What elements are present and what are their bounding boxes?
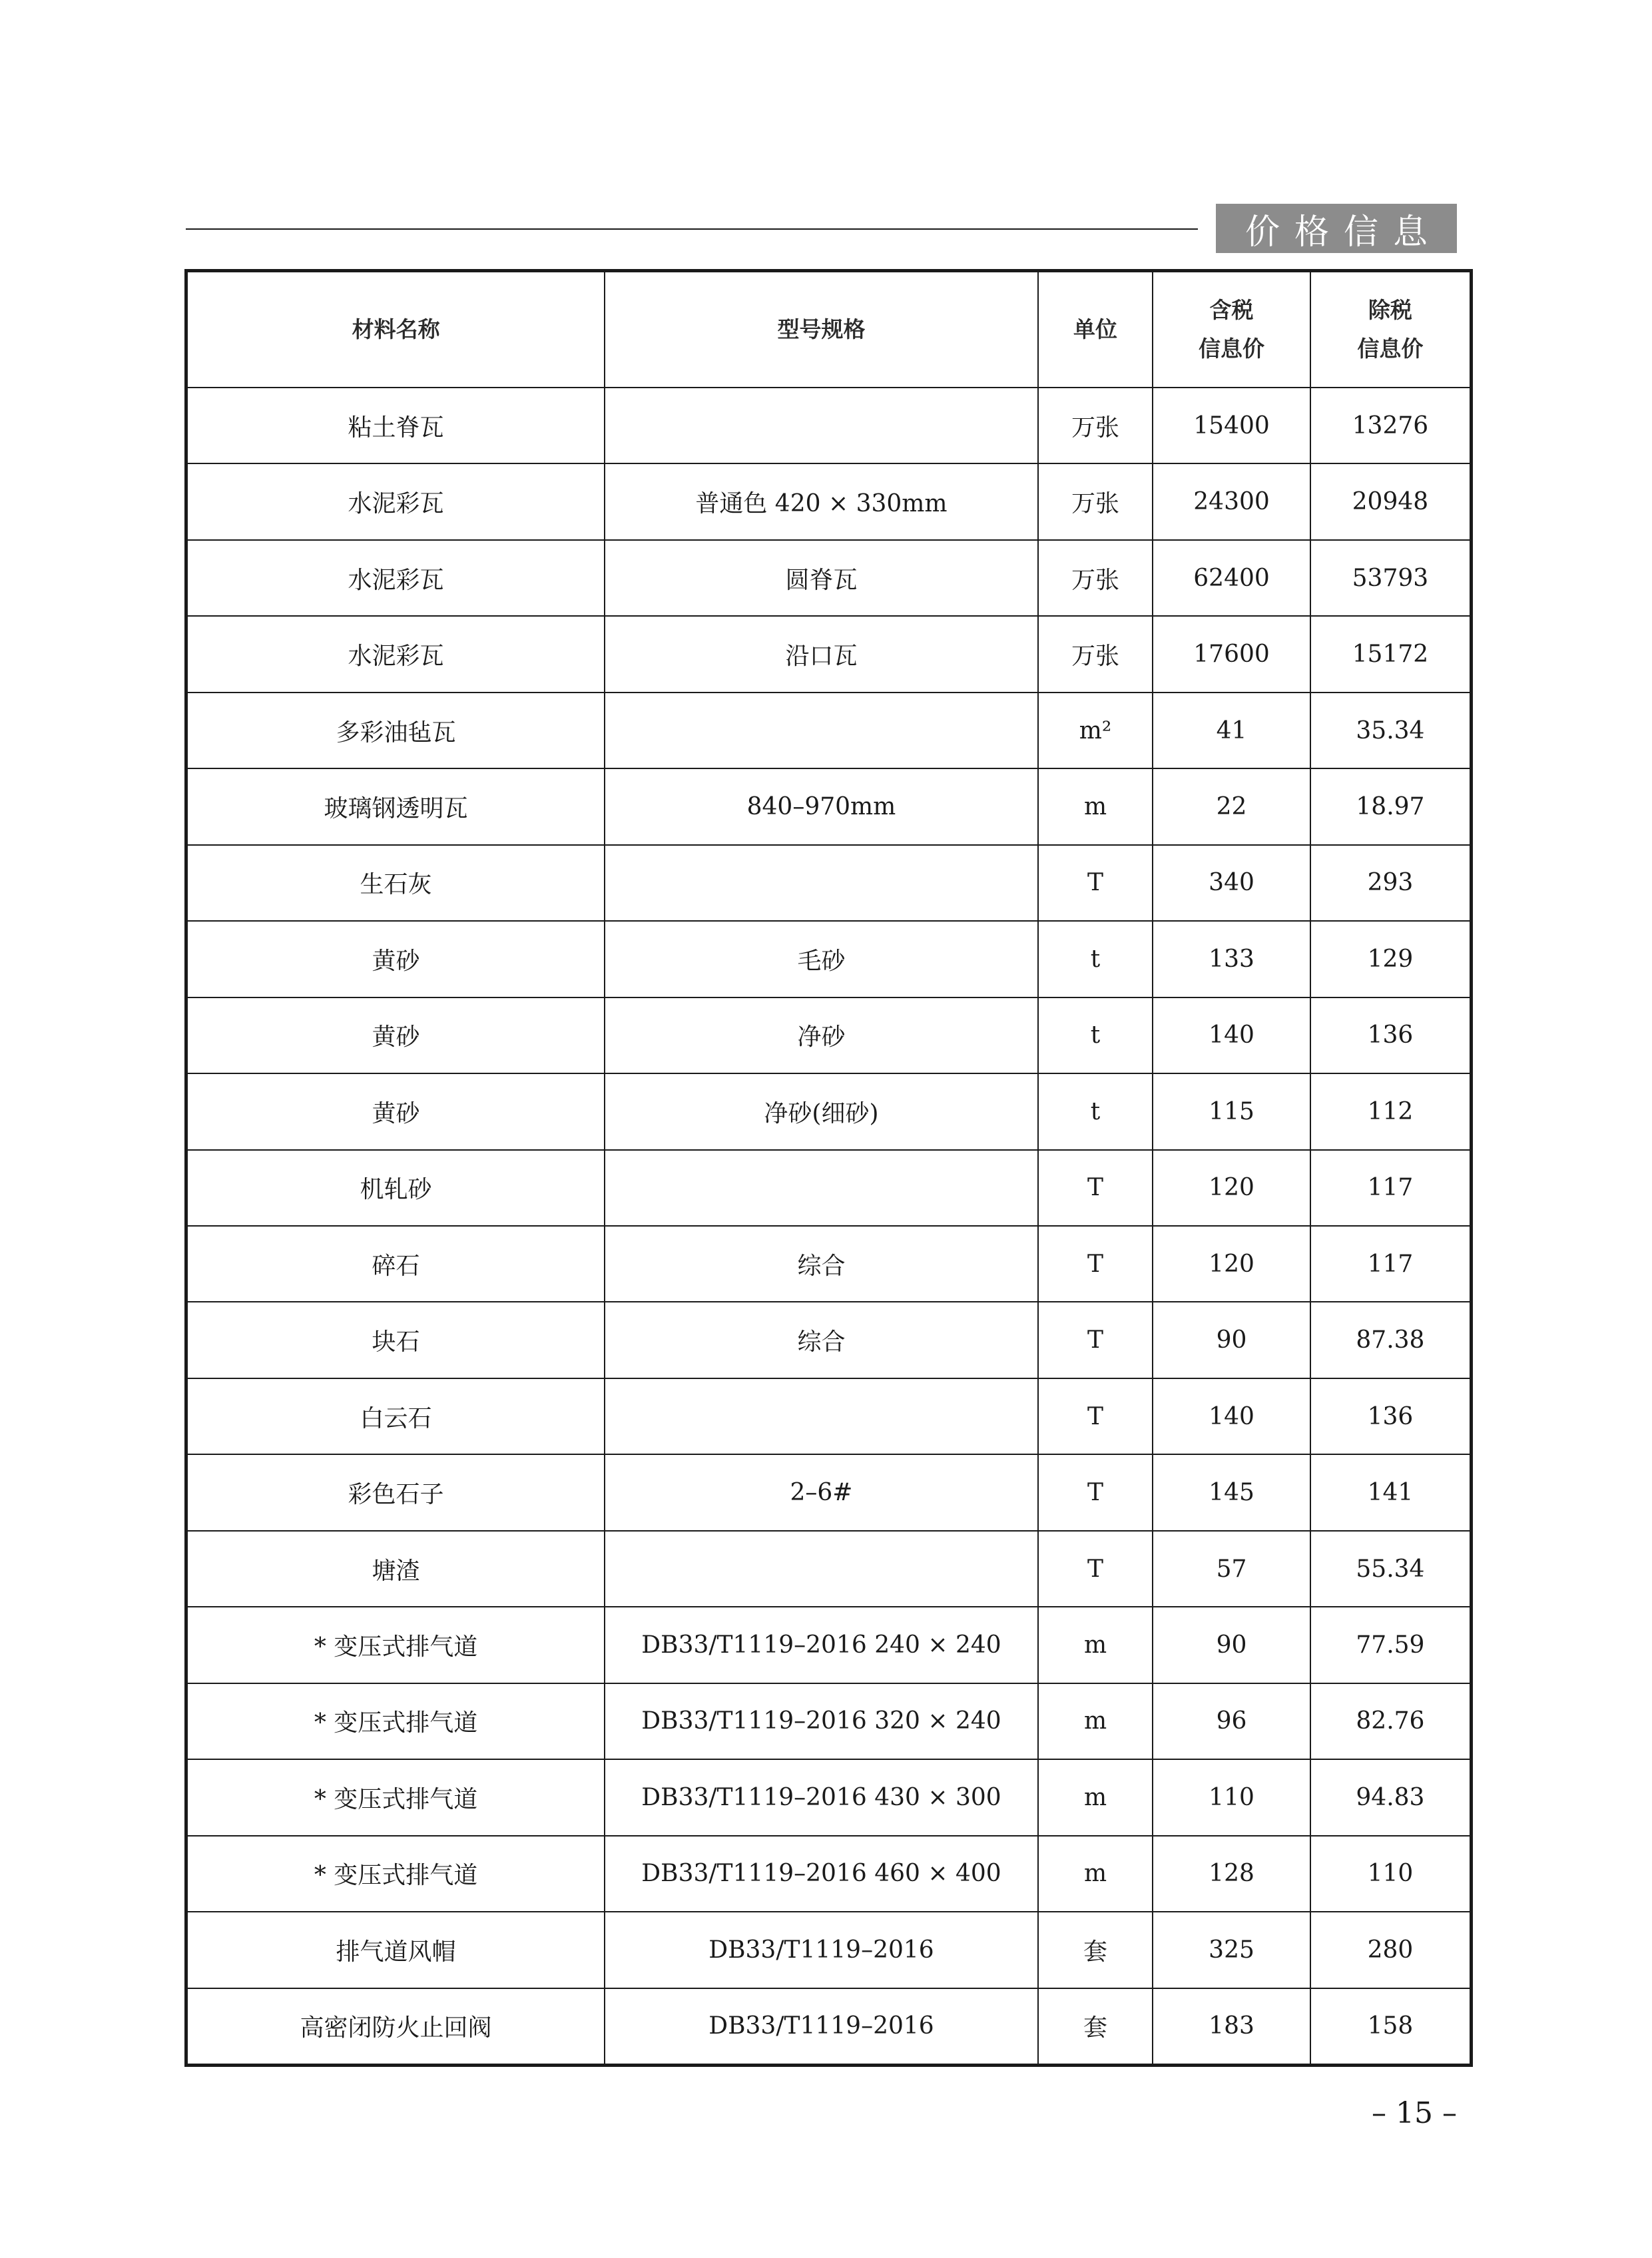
table-row	[186, 1226, 1472, 1302]
cell-spec: 净砂	[605, 997, 1038, 1073]
cell-spec: DB33/T1119–2016	[605, 1988, 1038, 2066]
header-tax-price-line2: 信息价	[1199, 336, 1265, 362]
table-row	[186, 1912, 1472, 1988]
cell-material-name: 黄砂	[186, 997, 605, 1073]
cell-unit: m	[1038, 1759, 1153, 1835]
header-notax-price-line1: 除税	[1368, 297, 1412, 323]
cell-unit: t	[1038, 1073, 1153, 1149]
cell-unit: m²	[1038, 693, 1153, 768]
cell-unit: m	[1038, 1607, 1153, 1683]
table-row	[186, 921, 1472, 997]
header-tax-price-line1: 含税	[1209, 297, 1254, 323]
cell-spec	[605, 388, 1038, 463]
header-spec: 型号规格	[605, 271, 1038, 388]
cell-notax-price: 117	[1310, 1226, 1472, 1302]
cell-tax-price: 133	[1153, 921, 1310, 997]
cell-notax-price: 77.59	[1310, 1607, 1472, 1683]
cell-material-name: 黄砂	[186, 921, 605, 997]
header-material-name: 材料名称	[186, 271, 605, 388]
table-row	[186, 616, 1472, 692]
cell-unit: T	[1038, 1454, 1153, 1530]
cell-notax-price: 117	[1310, 1150, 1472, 1226]
table-row	[186, 463, 1472, 539]
table-row	[186, 768, 1472, 844]
cell-notax-price: 15172	[1310, 616, 1472, 692]
cell-spec: 综合	[605, 1226, 1038, 1302]
cell-material-name: 排气道风帽	[186, 1912, 605, 1988]
cell-spec	[605, 1150, 1038, 1226]
cell-material-name: 机轧砂	[186, 1150, 605, 1226]
cell-tax-price: 110	[1153, 1759, 1310, 1835]
table-row	[186, 1073, 1472, 1149]
cell-tax-price: 115	[1153, 1073, 1310, 1149]
cell-tax-price: 325	[1153, 1912, 1310, 1988]
cell-spec: 圆脊瓦	[605, 540, 1038, 616]
cell-material-name: 彩色石子	[186, 1454, 605, 1530]
header-notax-price	[1310, 271, 1472, 388]
cell-tax-price: 90	[1153, 1607, 1310, 1683]
cell-notax-price: 18.97	[1310, 768, 1472, 844]
table-row	[186, 1454, 1472, 1530]
cell-spec: 840–970mm	[605, 768, 1038, 844]
table-row	[186, 540, 1472, 616]
cell-spec: DB33/T1119–2016 240 × 240	[605, 1607, 1038, 1683]
cell-unit: 万张	[1038, 388, 1153, 463]
cell-tax-price: 340	[1153, 845, 1310, 921]
table-row	[186, 997, 1472, 1073]
cell-material-name: * 变压式排气道	[186, 1836, 605, 1912]
cell-material-name: 水泥彩瓦	[186, 616, 605, 692]
table-row	[186, 1150, 1472, 1226]
cell-spec: DB33/T1119–2016	[605, 1912, 1038, 1988]
header-unit: 单位	[1038, 271, 1153, 388]
table-row	[186, 845, 1472, 921]
table-row	[186, 1759, 1472, 1835]
cell-spec	[605, 1378, 1038, 1454]
cell-tax-price: 41	[1153, 693, 1310, 768]
table-body	[186, 388, 1472, 2066]
cell-spec: 普通色 420 × 330mm	[605, 463, 1038, 539]
cell-unit: T	[1038, 1150, 1153, 1226]
cell-unit: T	[1038, 1302, 1153, 1378]
cell-notax-price: 136	[1310, 997, 1472, 1073]
cell-material-name: 白云石	[186, 1378, 605, 1454]
header-rule	[186, 228, 1198, 230]
cell-material-name: 高密闭防火止回阀	[186, 1988, 605, 2066]
cell-notax-price: 112	[1310, 1073, 1472, 1149]
cell-notax-price: 158	[1310, 1988, 1472, 2066]
cell-notax-price: 20948	[1310, 463, 1472, 539]
cell-notax-price: 35.34	[1310, 693, 1472, 768]
table-row	[186, 388, 1472, 463]
cell-spec	[605, 693, 1038, 768]
cell-material-name: 水泥彩瓦	[186, 463, 605, 539]
cell-tax-price: 128	[1153, 1836, 1310, 1912]
cell-notax-price: 141	[1310, 1454, 1472, 1530]
cell-unit: 万张	[1038, 616, 1153, 692]
cell-unit: 套	[1038, 1988, 1153, 2066]
cell-tax-price: 96	[1153, 1683, 1310, 1759]
cell-unit: T	[1038, 1378, 1153, 1454]
cell-material-name: 黄砂	[186, 1073, 605, 1149]
cell-material-name: 水泥彩瓦	[186, 540, 605, 616]
cell-tax-price: 22	[1153, 768, 1310, 844]
cell-notax-price: 136	[1310, 1378, 1472, 1454]
cell-material-name: 块石	[186, 1302, 605, 1378]
cell-tax-price: 62400	[1153, 540, 1310, 616]
cell-unit: t	[1038, 997, 1153, 1073]
cell-unit: T	[1038, 1531, 1153, 1607]
cell-notax-price: 94.83	[1310, 1759, 1472, 1835]
table-row	[186, 1988, 1472, 2066]
cell-tax-price: 120	[1153, 1150, 1310, 1226]
cell-notax-price: 13276	[1310, 388, 1472, 463]
cell-unit: m	[1038, 768, 1153, 844]
cell-spec: DB33/T1119–2016 460 × 400	[605, 1836, 1038, 1912]
cell-tax-price: 15400	[1153, 388, 1310, 463]
cell-material-name: 粘土脊瓦	[186, 388, 605, 463]
cell-material-name: 塘渣	[186, 1531, 605, 1607]
cell-spec: DB33/T1119–2016 320 × 240	[605, 1683, 1038, 1759]
cell-tax-price: 24300	[1153, 463, 1310, 539]
cell-notax-price: 293	[1310, 845, 1472, 921]
table-row	[186, 1302, 1472, 1378]
table-row	[186, 1378, 1472, 1454]
cell-unit: T	[1038, 1226, 1153, 1302]
cell-spec: 毛砂	[605, 921, 1038, 997]
cell-spec: 净砂(细砂)	[605, 1073, 1038, 1149]
cell-unit: 万张	[1038, 463, 1153, 539]
section-title-badge: 价格信息	[1216, 204, 1457, 253]
cell-material-name: 多彩油毡瓦	[186, 693, 605, 768]
cell-notax-price: 129	[1310, 921, 1472, 997]
cell-spec: 2–6#	[605, 1454, 1038, 1530]
cell-tax-price: 145	[1153, 1454, 1310, 1530]
header-notax-price-line2: 信息价	[1357, 336, 1424, 362]
cell-notax-price: 82.76	[1310, 1683, 1472, 1759]
cell-tax-price: 183	[1153, 1988, 1310, 2066]
price-table	[184, 269, 1473, 2067]
table-row	[186, 693, 1472, 768]
cell-tax-price: 17600	[1153, 616, 1310, 692]
cell-tax-price: 90	[1153, 1302, 1310, 1378]
table-row	[186, 1683, 1472, 1759]
cell-unit: 万张	[1038, 540, 1153, 616]
cell-tax-price: 140	[1153, 1378, 1310, 1454]
table-row	[186, 1836, 1472, 1912]
cell-unit: m	[1038, 1836, 1153, 1912]
page-number: – 15 –	[1372, 2096, 1457, 2130]
cell-spec: DB33/T1119–2016 430 × 300	[605, 1759, 1038, 1835]
cell-tax-price: 140	[1153, 997, 1310, 1073]
header-tax-price	[1153, 271, 1310, 388]
cell-tax-price: 120	[1153, 1226, 1310, 1302]
cell-spec	[605, 1531, 1038, 1607]
cell-unit: m	[1038, 1683, 1153, 1759]
cell-unit: t	[1038, 921, 1153, 997]
cell-notax-price: 280	[1310, 1912, 1472, 1988]
table-row	[186, 1531, 1472, 1607]
cell-material-name: 生石灰	[186, 845, 605, 921]
cell-material-name: 碎石	[186, 1226, 605, 1302]
cell-spec: 沿口瓦	[605, 616, 1038, 692]
cell-material-name: 玻璃钢透明瓦	[186, 768, 605, 844]
cell-spec: 综合	[605, 1302, 1038, 1378]
cell-notax-price: 53793	[1310, 540, 1472, 616]
cell-unit: T	[1038, 845, 1153, 921]
cell-material-name: * 变压式排气道	[186, 1759, 605, 1835]
table-header-row	[186, 271, 1472, 388]
cell-notax-price: 55.34	[1310, 1531, 1472, 1607]
cell-unit: 套	[1038, 1912, 1153, 1988]
cell-notax-price: 110	[1310, 1836, 1472, 1912]
cell-spec	[605, 845, 1038, 921]
table-row	[186, 1607, 1472, 1683]
cell-material-name: * 变压式排气道	[186, 1683, 605, 1759]
cell-notax-price: 87.38	[1310, 1302, 1472, 1378]
cell-material-name: * 变压式排气道	[186, 1607, 605, 1683]
cell-tax-price: 57	[1153, 1531, 1310, 1607]
